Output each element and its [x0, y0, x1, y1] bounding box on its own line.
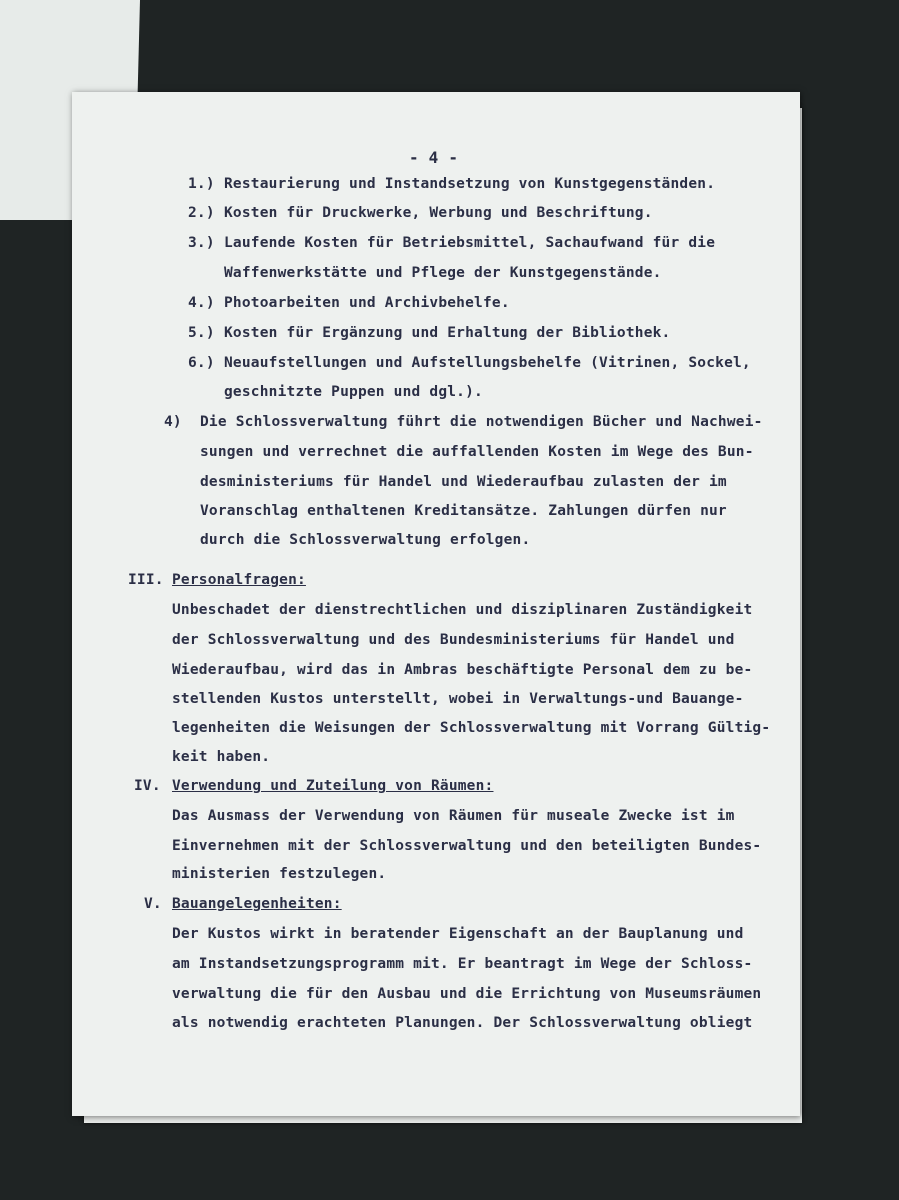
section-numeral: V.	[144, 896, 162, 912]
section-line: verwaltung die für den Ausbau und die Errichtung von Museumsräumen	[172, 986, 762, 1002]
section-heading: Verwendung und Zuteilung von Räumen:	[172, 778, 494, 794]
list-item-number: 3.)	[188, 235, 215, 251]
section-line: keit haben.	[172, 749, 271, 765]
list-item-number: 5.)	[188, 325, 215, 341]
section-heading: Bauangelegenheiten:	[172, 896, 342, 912]
paragraph-line: sungen und verrechnet die auffallenden Kosten im Wege des Bun-	[200, 444, 754, 460]
section-line: stellenden Kustos unterstellt, wobei in Verwaltungs-und Bauange-	[172, 691, 744, 707]
list-item-text: geschnitzte Puppen und dgl.).	[224, 384, 483, 400]
list-item-number: 4.)	[188, 295, 215, 311]
list-item-text: Photoarbeiten und Archivbehelfe.	[224, 295, 510, 311]
list-item-number: 2.)	[188, 205, 215, 221]
paragraph-number: 4)	[164, 414, 182, 430]
page-number: - 4 -	[409, 148, 459, 167]
paragraph-line: Die Schlossverwaltung führt die notwendigen Bücher und Nachwei-	[200, 414, 763, 430]
paragraph-line: Voranschlag enthaltenen Kreditansätze. Zahlungen dürfen nur	[200, 503, 727, 519]
list-item-text: Neuaufstellungen und Aufstellungsbehelfe (Vitrinen, Sockel,	[224, 355, 751, 371]
section-line: Das Ausmass der Verwendung von Räumen für museale Zwecke ist im	[172, 808, 735, 824]
paragraph-line: durch die Schlossverwaltung erfolgen.	[200, 532, 531, 548]
document-page	[72, 92, 800, 1116]
paragraph-line: desministeriums für Handel und Wiederaufbau zulasten der im	[200, 474, 727, 490]
section-line: als notwendig erachteten Planungen. Der Schlossverwaltung obliegt	[172, 1015, 753, 1031]
section-line: der Schlossverwaltung und des Bundesministeriums für Handel und	[172, 632, 735, 648]
section-line: Wiederaufbau, wird das in Ambras beschäftigte Personal dem zu be-	[172, 662, 753, 678]
list-item-text: Waffenwerkstätte und Pflege der Kunstgegenstände.	[224, 265, 662, 281]
section-numeral: III.	[128, 572, 164, 588]
list-item-text: Kosten für Druckwerke, Werbung und Beschriftung.	[224, 205, 653, 221]
section-line: legenheiten die Weisungen der Schlossverwaltung mit Vorrang Gültig-	[172, 720, 771, 736]
list-item-text: Kosten für Ergänzung und Erhaltung der Bibliothek.	[224, 325, 671, 341]
section-heading: Personalfragen:	[172, 572, 306, 588]
section-line: am Instandsetzungsprogramm mit. Er beantragt im Wege der Schloss-	[172, 956, 753, 972]
list-item-number: 1.)	[188, 176, 215, 192]
section-numeral: IV.	[134, 778, 161, 794]
section-line: Unbeschadet der dienstrechtlichen und disziplinaren Zuständigkeit	[172, 602, 753, 618]
section-line: ministerien festzulegen.	[172, 866, 387, 882]
list-item-number: 6.)	[188, 355, 215, 371]
section-line: Einvernehmen mit der Schlossverwaltung und den beteiligten Bundes-	[172, 838, 762, 854]
list-item-text: Laufende Kosten für Betriebsmittel, Sachaufwand für die	[224, 235, 716, 251]
list-item-text: Restaurierung und Instandsetzung von Kunstgegenständen.	[224, 176, 716, 192]
section-line: Der Kustos wirkt in beratender Eigenschaft an der Bauplanung und	[172, 926, 744, 942]
